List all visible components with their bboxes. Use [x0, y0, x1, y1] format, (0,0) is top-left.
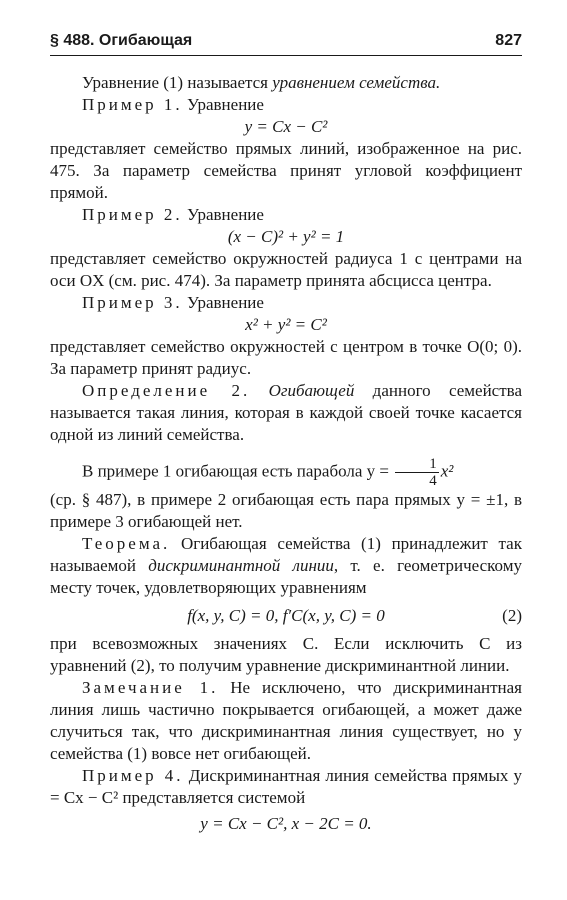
paragraph-family-equation: Уравнение (1) называется уравнением семейства.: [82, 73, 441, 92]
theorem-formula-row: [50, 605, 522, 627]
example-1-text: представляет семейство прямых линий, изображенное на рис. 475. За параметр семейства принят угловой коэффициент прямой.: [50, 139, 522, 202]
example-3-formula: x² + y² = C²: [245, 315, 327, 334]
fraction-one-quarter: $\frac{1}{4}$: [395, 456, 439, 489]
example-4: Пример 4. Дискриминантная линия семейства прямых y = Cx − C² представляется системой: [50, 766, 522, 807]
parabola-sentence: В примере 1 огибающая есть парабола y = $\frac{1}{4}$ x²: [82, 456, 454, 489]
example-3-heading: Пример 3. Уравнение: [82, 293, 264, 312]
example-1-formula: y = Cx − C²: [244, 117, 328, 136]
equation-number: (2): [502, 606, 522, 625]
page-number: 827: [495, 32, 522, 49]
theorem: Теорема. Огибающая семейства (1) принадлежит так называемой дискриминантной линии, т. е. геометрическому месту точек, удовлетворяющих уравнениям: [50, 534, 522, 597]
example-2-heading: Пример 2. Уравнение: [82, 205, 264, 224]
example-2-formula: (x − C)² + y² = 1: [227, 227, 345, 246]
example-1-heading: Пример 1. Уравнение: [82, 95, 264, 114]
theorem-formula: f(x, y, C) = 0, f′C(x, y, C) = 0: [187, 606, 385, 625]
remark-1: Замечание 1. Не исключено, что дискриминантная линия лишь частично покрывается огибающей, а может даже случиться так, что дискриминантная линия существует, но у семейства (1) вовсе нет огибающей.: [50, 678, 522, 763]
definition-2: Определение 2. Огибающей данного семейства называется такая линия, которая в каждой своей точке касается одной из линий семейства.: [50, 381, 522, 444]
theorem-text: при всевозможных значениях C. Если исключить C из уравнений (2), то получим уравнение дискриминантной линии.: [50, 634, 522, 675]
page-header: [50, 30, 522, 56]
page-body: [50, 72, 522, 835]
example-3-text: представляет семейство окружностей с центром в точке O(0; 0). За параметр принят радиус.: [50, 337, 522, 378]
section-title: § 488. Огибающая: [50, 32, 193, 49]
example-4-formula: y = Cx − C², x − 2C = 0.: [200, 814, 372, 833]
example-2-text: представляет семейство окружностей радиуса 1 с центрами на оси OX (см. рис. 474). За параметр принята абсцисса центра.: [50, 249, 522, 290]
header-rule: [50, 55, 522, 56]
parabola-continuation: (ср. § 487), в примере 2 огибающая есть пара прямых y = ±1, в примере 3 огибающей нет.: [50, 490, 522, 531]
